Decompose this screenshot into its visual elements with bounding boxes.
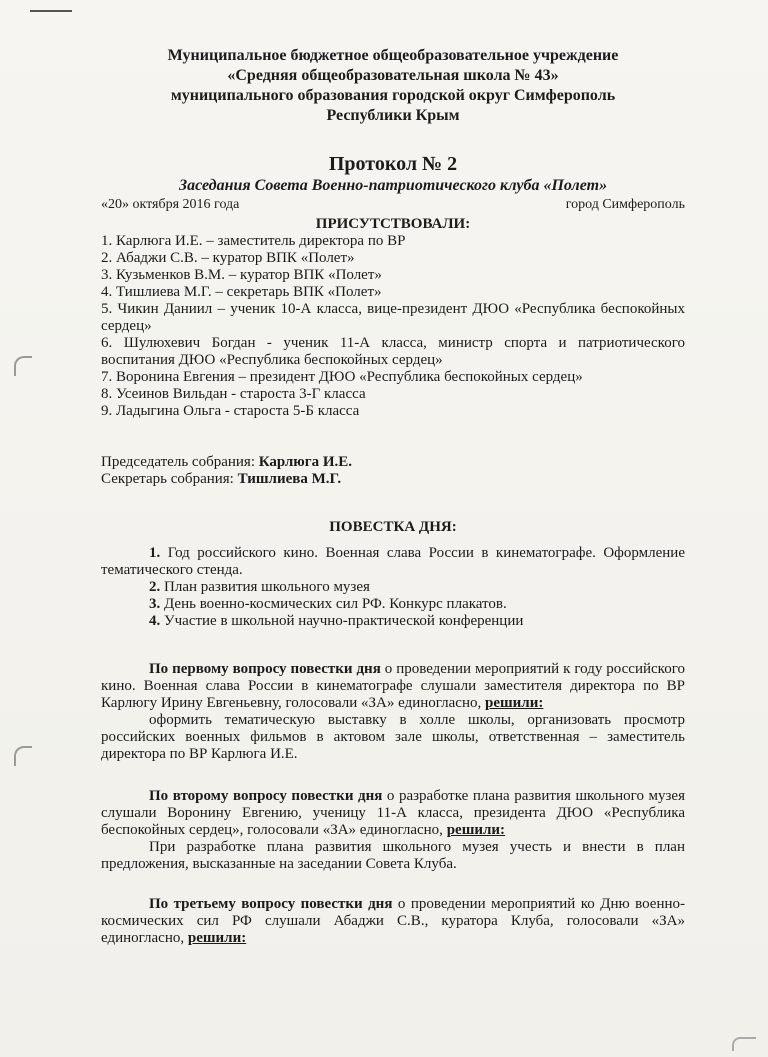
agenda-item-text: План развития школьного музея: [160, 579, 370, 595]
agenda-item-text: Год российского кино. Военная слава России в кинематографе. Оформление тематического стенда.: [101, 545, 685, 578]
secretary-name: Тишлиева М.Г.: [237, 471, 342, 487]
attendees-list: [101, 233, 685, 420]
question-1-decision: оформить тематическую выставку в холле школы, организовать просмотр российских военных фильмов в актовом зале школы, ответственная – заместитель директора по ВР Карлюга И.Е.: [101, 712, 685, 762]
punch-hole-mark: [14, 746, 32, 766]
protocol-subtitle: Заседания Совета Военно-патриотического клуба «Полет»: [178, 177, 608, 194]
agenda-item-number: 4.: [149, 613, 161, 629]
question-3-resolved: решили:: [187, 930, 247, 946]
list-item: 8. Усеинов Вильдан - староста 3-Г класса: [101, 386, 366, 402]
list-item: 5. Чикин Даниил – ученик 10-А класса, вице-президент ДЮО «Республика беспокойных сердец»: [101, 301, 685, 334]
question-2-decision: При разработке плана развития школьного музея учесть и внести в план предложения, высказанные на заседании Совета Клуба.: [101, 839, 685, 872]
list-item: 1. Карлюга И.Е. – заместитель директора по ВР: [101, 233, 406, 249]
chair-line: [101, 454, 685, 471]
agenda-item-text: Участие в школьной научно-практической конференции: [160, 613, 524, 629]
agenda-item: [101, 613, 685, 630]
scan-mark: [30, 10, 72, 12]
list-item: 7. Воронина Евгения – президент ДЮО «Республика беспокойных сердец»: [101, 369, 583, 385]
agenda-item: [101, 545, 685, 579]
question-3-body: о проведении мероприятий ко Дню военно-космических сил РФ слушали Абаджи С.В., куратора Клуба, голосовали «ЗА» единогласно,: [101, 896, 685, 946]
question-3-paragraph: [101, 896, 685, 947]
secretary-line: [101, 471, 685, 488]
meeting-date: «20» октября 2016 года: [101, 197, 240, 212]
punch-hole-mark: [14, 356, 32, 376]
header-line-1: Муниципальное бюджетное общеобразовательное учреждение: [167, 47, 619, 64]
corner-mark: [732, 1037, 756, 1051]
attendees-heading: ПРИСУТСТВОВАЛИ:: [315, 216, 471, 232]
agenda-item-number: 1.: [149, 545, 161, 561]
agenda-item-text: День военно-космических сил РФ. Конкурс плакатов.: [160, 596, 507, 612]
list-item: 4. Тишлиева М.Г. – секретарь ВПК «Полет»: [101, 284, 382, 300]
agenda-item-number: 3.: [149, 596, 161, 612]
question-2-body: о разработке плана развития школьного музея слушали Воронину Евгению, ученицу 11-А класса, президента ДЮО «Республика беспокойных сердец», голосовали «ЗА» единогласно,: [101, 788, 685, 838]
agenda-list: [101, 545, 685, 630]
list-item: 9. Ладыгина Ольга - староста 5-Б класса: [101, 403, 360, 419]
institution-header: [101, 46, 685, 126]
header-line-4: Республики Крым: [326, 107, 460, 124]
document-content: [101, 46, 685, 947]
agenda-item-number: 2.: [149, 579, 161, 595]
list-item: 6. Шулюхевич Богдан - ученик 11-А класса, министр спорта и патриотического воспитания ДЮО «Республика беспокойных сердец»: [101, 335, 685, 368]
question-1-resolved: решили:: [485, 695, 544, 711]
question-1-body: о проведении мероприятий к году российского кино. Военная слава России в кинематографе слушали заместителя директора по ВР Карлюгу Ирину Евгеньевну, голосовали «ЗА» единогласно,: [101, 661, 685, 711]
meeting-officers: [101, 454, 685, 488]
secretary-label: Секретарь собрания:: [101, 471, 238, 487]
chair-name: Карлюга И.Е.: [258, 454, 352, 470]
question-1-lead: По первому вопросу повестки дня: [149, 661, 381, 677]
agenda-heading: ПОВЕСТКА ДНЯ:: [329, 519, 457, 535]
question-2-lead: По второму вопросу повестки дня: [149, 788, 383, 804]
chair-label: Председатель собрания:: [101, 454, 259, 470]
list-item: 2. Абаджи С.В. – куратор ВПК «Полет»: [101, 250, 355, 266]
question-1-paragraph: [101, 661, 685, 712]
question-3-lead: По третьему вопросу повестки дня: [149, 896, 393, 912]
agenda-item: [101, 596, 685, 613]
question-2-paragraph: [101, 788, 685, 839]
meeting-city: город Симферополь: [565, 197, 685, 212]
header-line-3: муниципального образования городской округ Симферополь: [170, 87, 616, 104]
protocol-title: Протокол № 2: [328, 153, 458, 175]
list-item: 3. Кузьменков В.М. – куратор ВПК «Полет»: [101, 267, 382, 283]
question-2-resolved: решили:: [446, 822, 506, 838]
date-place-row: [101, 196, 685, 214]
header-line-2: «Средняя общеобразовательная школа № 43»: [227, 67, 559, 84]
agenda-item: [101, 579, 685, 596]
